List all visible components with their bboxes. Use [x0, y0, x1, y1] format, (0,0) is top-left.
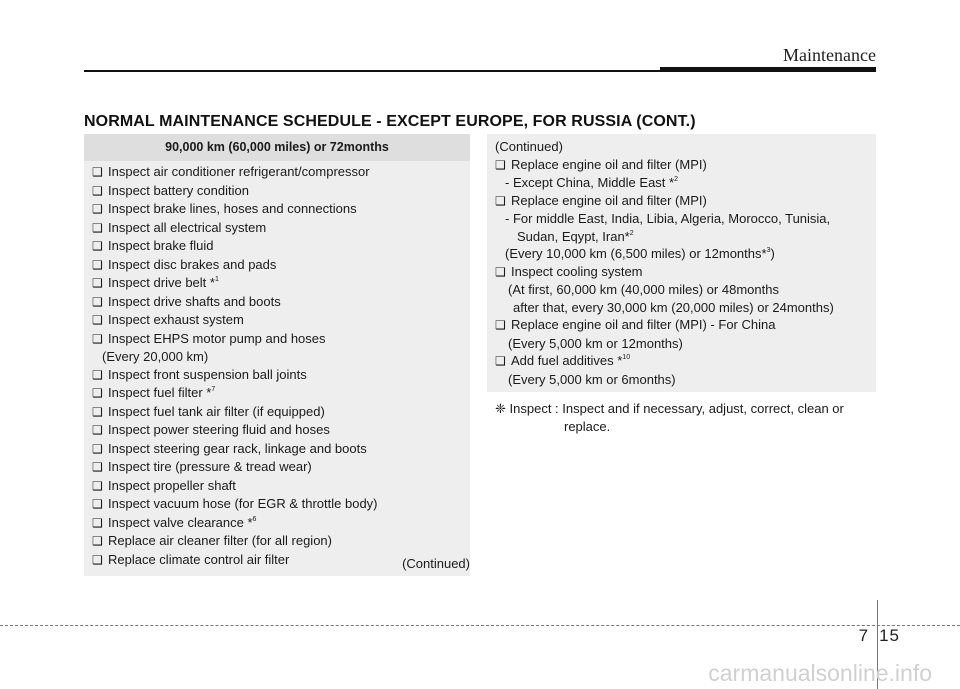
list-item-detail: Sudan, Eqypt, Iran*$^2$	[517, 228, 634, 244]
chapter-number: 7	[858, 626, 870, 645]
footnote-ref: 2	[629, 229, 634, 237]
header-rule	[84, 70, 660, 72]
list-item: ❑ Inspect fuel filter *$^7$	[92, 384, 378, 403]
list-item: ❑ Replace engine oil and filter (MPI) - For China	[495, 316, 834, 335]
list-item: ❑ Replace climate control air filter	[92, 551, 378, 570]
section-name: Maintenance	[783, 45, 876, 65]
list-item: ❑ Replace engine oil and filter (MPI)	[495, 192, 834, 211]
note-text: Inspect : Inspect and if necessary, adjust, correct, clean or	[509, 401, 844, 416]
list-item: ❑ Inspect brake lines, hoses and connections	[92, 200, 378, 219]
checkbox-icon: ❑	[92, 552, 103, 567]
checkbox-icon: ❑	[92, 367, 103, 382]
checkbox-icon: ❑	[92, 165, 103, 179]
list-item: ❑ Add fuel additives *$^{10}$	[495, 352, 834, 371]
checkbox-icon: ❑	[92, 276, 103, 290]
footnote-ref: 2	[674, 176, 678, 183]
checkbox-icon: ❑	[495, 318, 506, 332]
list-item-detail: (Every 20,000 km)	[102, 349, 209, 364]
checkbox-icon: ❑	[92, 202, 103, 216]
checkbox-icon: ❑	[92, 460, 103, 474]
checkbox-icon: ❑	[92, 239, 103, 253]
checkbox-icon: ❑	[92, 478, 103, 493]
footnote-ref: 1	[214, 276, 219, 283]
checkbox-icon: ❑	[92, 441, 103, 456]
list-item-detail: (Every 5,000 km or 6months)	[508, 371, 676, 387]
list-item: ❑ Inspect air conditioner refrigerant/compressor	[92, 163, 378, 182]
list-item: ❑ Inspect exhaust system	[92, 311, 378, 330]
list-item: ❑ Replace air cleaner filter (for all region)	[92, 532, 378, 551]
list-item: ❑ Inspect cooling system	[495, 263, 834, 282]
checkbox-icon: ❑	[92, 404, 103, 419]
list-item: ❑ Inspect battery condition	[92, 182, 378, 201]
left-item-list	[92, 163, 378, 569]
list-item-detail: - For middle East, India, Libia, Algeria, Morocco, Tunisia,	[505, 211, 831, 226]
list-item: ❑ Inspect drive belt *$^1$	[92, 274, 378, 293]
list-item-detail: - Except China, Middle East *$^2$	[505, 175, 678, 190]
list-item-detail: after that, every 30,000 km (20,000 miles) or 24months)	[513, 299, 834, 315]
checkbox-icon: ❑	[92, 534, 103, 548]
list-item: ❑ Inspect propeller shaft	[92, 477, 378, 496]
footnote-ref: 3	[766, 247, 771, 254]
list-item: ❑ Inspect all electrical system	[92, 219, 378, 238]
page-title: NORMAL MAINTENANCE SCHEDULE - EXCEPT EUROPE, FOR RUSSIA (CONT.)	[84, 113, 696, 130]
checkbox-icon: ❑	[495, 193, 506, 208]
note-text-continued: replace.	[564, 418, 611, 434]
inspect-note	[495, 400, 875, 435]
checkbox-icon: ❑	[92, 423, 103, 437]
page-index: 15	[879, 626, 900, 645]
list-item: ❑ Replace engine oil and filter (MPI)	[495, 156, 834, 175]
header-rule-thick	[660, 67, 876, 72]
right-item-list	[495, 138, 834, 388]
checkbox-icon: ❑	[495, 264, 506, 279]
checkbox-icon: ❑	[495, 157, 506, 172]
list-item: ❑ Inspect steering gear rack, linkage and boots	[92, 440, 378, 459]
checkbox-icon: ❑	[92, 331, 103, 346]
watermark: carmanualsonline.info	[708, 660, 932, 686]
list-item-detail: (Every 10,000 km (6,500 miles) or 12months*$^3$)	[505, 246, 775, 261]
checkbox-icon: ❑	[92, 183, 103, 198]
checkbox-icon: ❑	[92, 257, 103, 272]
checkbox-icon: ❑	[92, 220, 103, 235]
checkbox-icon: ❑	[495, 354, 506, 368]
list-item: ❑ Inspect EHPS motor pump and hoses	[92, 330, 378, 349]
checkbox-icon: ❑	[92, 497, 103, 511]
list-item: ❑ Inspect brake fluid	[92, 237, 378, 256]
footer-divider	[0, 625, 960, 626]
footnote-ref: 6	[252, 515, 257, 523]
checkbox-icon: ❑	[92, 386, 103, 400]
continued-label: (Continued)	[402, 556, 470, 571]
list-item: ❑ Inspect vacuum hose (for EGR & throttle body)	[92, 495, 378, 514]
page-number	[859, 626, 900, 646]
list-item: ❑ Inspect tire (pressure & tread wear)	[92, 458, 378, 477]
list-item: ❑ Inspect front suspension ball joints	[92, 366, 378, 385]
footnote-ref: 7	[211, 386, 216, 393]
list-item-detail: (Every 5,000 km or 12months)	[508, 335, 683, 351]
checkbox-icon: ❑	[92, 294, 103, 309]
continued-label: (Continued)	[495, 139, 563, 154]
list-item: ❑ Inspect power steering fluid and hoses	[92, 421, 378, 440]
list-item: ❑ Inspect drive shafts and boots	[92, 293, 378, 312]
list-item: ❑ Inspect disc brakes and pads	[92, 256, 378, 275]
list-item-detail: (At first, 60,000 km (40,000 miles) or 48months	[508, 282, 779, 297]
interval-heading: 90,000 km (60,000 miles) or 72months	[165, 140, 389, 154]
list-item: ❑ Inspect valve clearance *$^6$	[92, 514, 378, 533]
list-item: ❑ Inspect fuel tank air filter (if equipped)	[92, 403, 378, 422]
checkbox-icon: ❑	[92, 313, 103, 327]
note-symbol-icon: ❈	[495, 401, 506, 416]
footnote-ref: 10	[622, 354, 631, 361]
checkbox-icon: ❑	[92, 515, 103, 530]
